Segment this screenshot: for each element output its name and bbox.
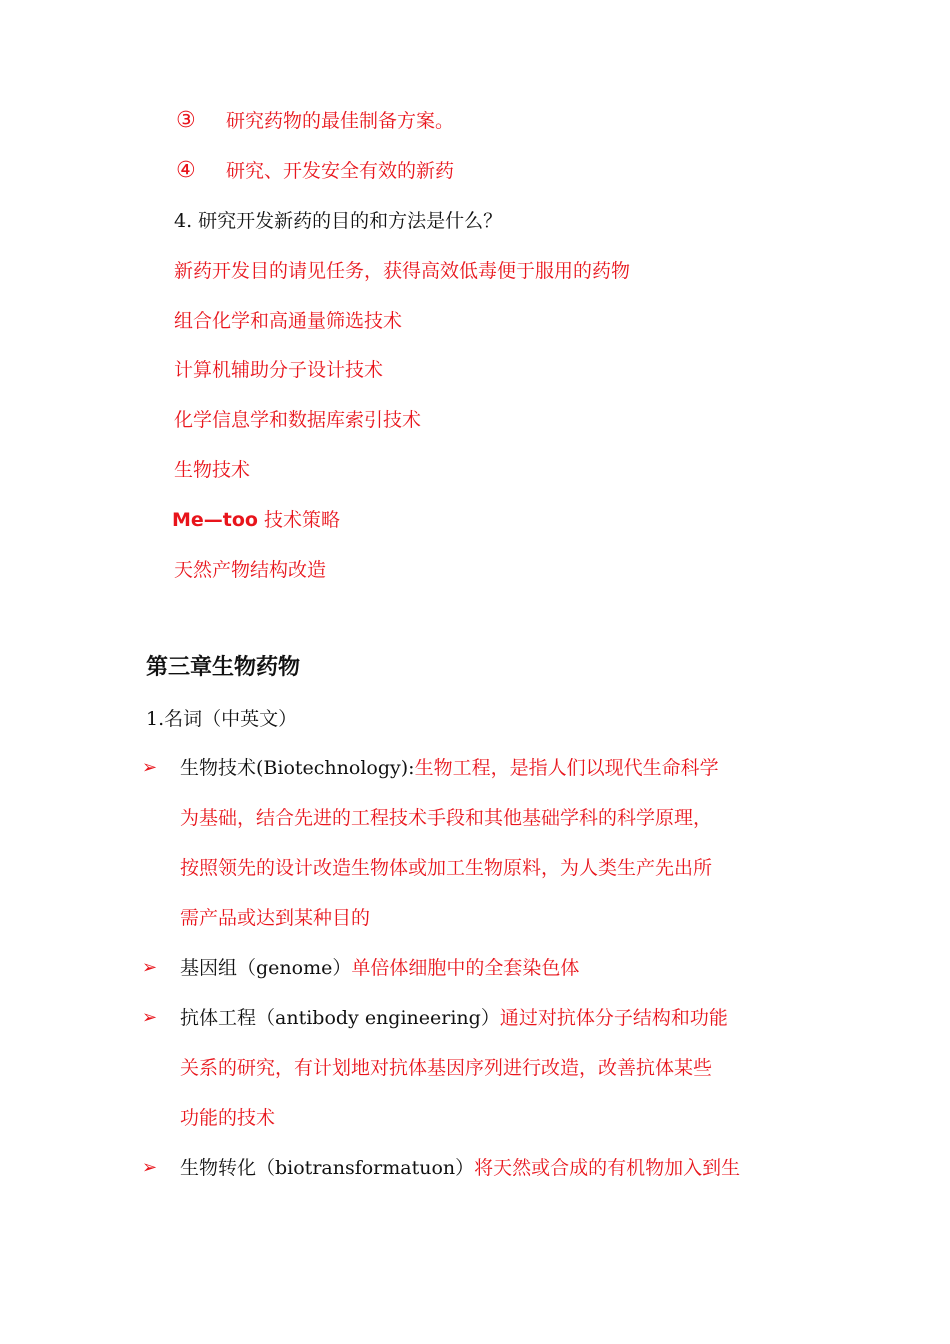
term-label: 基因组（genome） xyxy=(180,957,352,979)
answer-line-2: 组合化学和高通量筛选技术 xyxy=(174,310,403,332)
terms-heading: 1.名词（中英文） xyxy=(146,708,298,730)
answer-line-metoo xyxy=(172,507,340,533)
term-definition-cont: 关系的研究，有计划地对抗体基因序列进行改造，改善抗体某些 xyxy=(180,1057,713,1079)
item-3-text: 研究药物的最佳制备方案。 xyxy=(226,110,455,132)
metoo-suffix: 技术策略 xyxy=(257,509,341,531)
question-4: 4. 研究开发新药的目的和方法是什么？ xyxy=(174,210,503,232)
term-definition: 通过对抗体分子结构和功能 xyxy=(499,1007,728,1029)
term-label: 抗体工程（antibody engineering） xyxy=(180,1007,500,1029)
answer-line-7: 天然产物结构改造 xyxy=(174,559,327,581)
answer-line-3: 计算机辅助分子设计技术 xyxy=(174,359,384,381)
term-label: 生物转化（biotransformatuon） xyxy=(180,1157,475,1179)
circled-number-3: ③ xyxy=(176,108,196,133)
metoo-prefix: Me—too xyxy=(172,509,258,531)
item-4-text: 研究、开发安全有效的新药 xyxy=(226,160,455,182)
bullet-arrow-icon: ➢ xyxy=(142,957,158,978)
term-definition: 单倍体细胞中的全套染色体 xyxy=(351,957,580,979)
term-genome xyxy=(180,955,579,981)
answer-line-5: 生物技术 xyxy=(174,459,251,481)
item-4 xyxy=(176,158,454,184)
term-definition-cont: 为基础，结合先进的工程技术手段和其他基础学科的科学原理， xyxy=(180,807,713,829)
circled-number-4: ④ xyxy=(176,158,196,183)
term-definition-cont: 按照领先的设计改造生物体或加工生物原料，为人类生产先出所 xyxy=(180,857,713,879)
term-biotransformation xyxy=(180,1155,740,1181)
term-definition: 将天然或合成的有机物加入到生 xyxy=(474,1157,741,1179)
answer-line-4: 化学信息学和数据库索引技术 xyxy=(174,409,422,431)
term-label: 生物技术(Biotechnology): xyxy=(180,757,415,779)
term-definition-cont: 功能的技术 xyxy=(180,1107,276,1129)
term-antibody-engineering xyxy=(180,1005,728,1031)
bullet-arrow-icon: ➢ xyxy=(142,1007,158,1028)
bullet-arrow-icon: ➢ xyxy=(142,1157,158,1178)
term-definition-cont: 需产品或达到某种目的 xyxy=(180,907,371,929)
chapter-title: 第三章生物药物 xyxy=(146,654,301,680)
term-definition: 生物工程，是指人们以现代生命科学 xyxy=(414,757,719,779)
bullet-arrow-icon: ➢ xyxy=(142,757,158,778)
term-biotechnology xyxy=(180,755,719,781)
item-3 xyxy=(176,108,454,134)
answer-line-1: 新药开发目的请见任务，获得高效低毒便于服用的药物 xyxy=(174,260,631,282)
